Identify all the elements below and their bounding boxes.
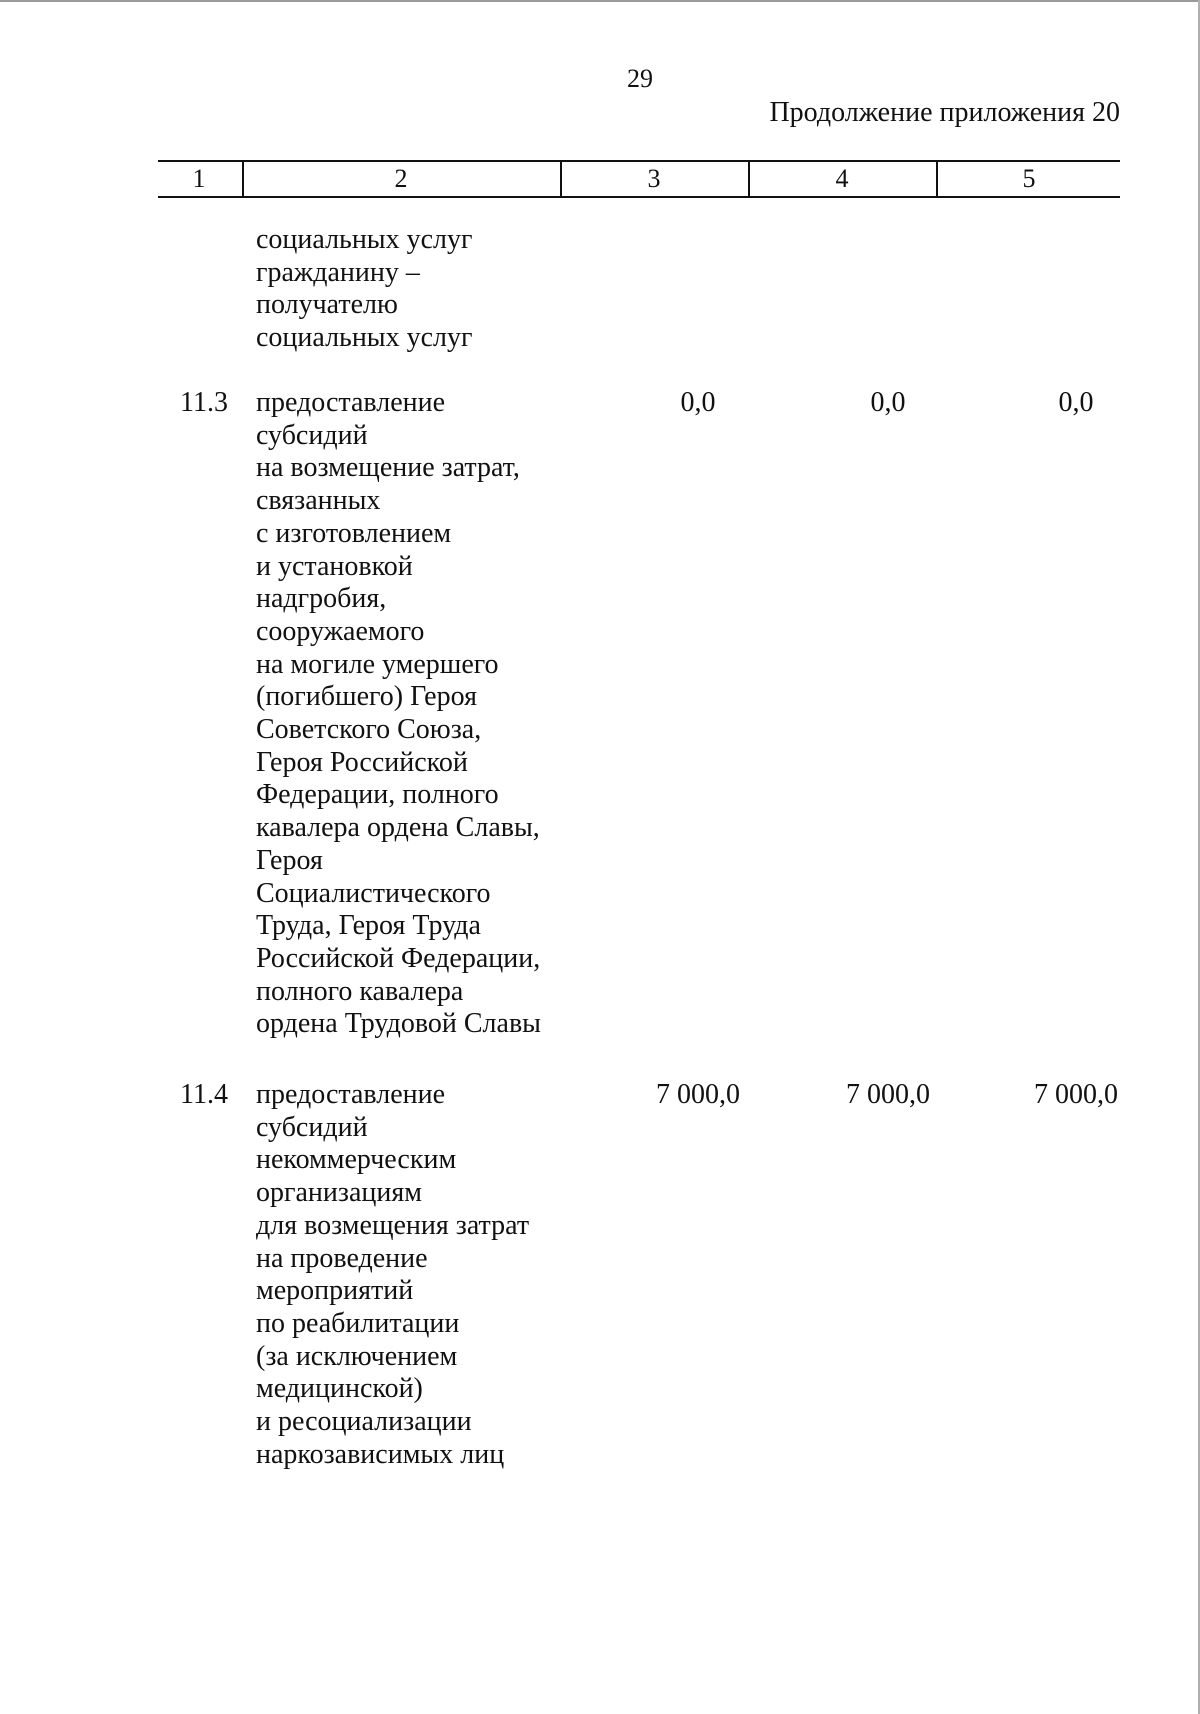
page-number: 29 xyxy=(627,64,653,93)
row-value-col4: 0,0 xyxy=(870,387,906,418)
column-header-5: 5 xyxy=(1022,164,1036,193)
row-number: 11.4 xyxy=(180,1079,228,1110)
scan-edge-top xyxy=(0,0,1200,2)
row-description: предоставление субсидий на возмещение затрат, связанных с изготовлением и установкой надгробия, сооружаемого на могиле умершего (погибшего) Героя Советского Союза, Героя Российской Федерации, полного кавалера ордена Славы, Героя Социалистического Труда, Героя Труда Российской Федерации, полного кавалера ордена Трудовой Славы xyxy=(256,387,541,1040)
row-value-col5: 7 000,0 xyxy=(1034,1079,1118,1110)
row-value-col4: 7 000,0 xyxy=(846,1079,930,1110)
column-header-row xyxy=(158,160,1120,198)
continuation-heading: Продолжение приложения 20 xyxy=(769,97,1120,128)
column-header-4: 4 xyxy=(835,164,849,193)
column-header-2: 2 xyxy=(394,164,408,193)
row-value-col5: 0,0 xyxy=(1058,387,1094,418)
column-header-1: 1 xyxy=(192,164,206,193)
column-header-3: 3 xyxy=(647,164,661,193)
row-value-col3: 0,0 xyxy=(680,387,716,418)
row-description: предоставление субсидий некоммерческим организациям для возмещения затрат на проведение мероприятий по реабилитации (за исключением медицинской) и ресоциализации наркозависимых лиц xyxy=(256,1079,530,1470)
row-value-col3: 7 000,0 xyxy=(656,1079,740,1110)
row-number: 11.3 xyxy=(180,387,228,418)
row-description: социальных услуг гражданину – получателю социальных услуг xyxy=(256,224,473,354)
